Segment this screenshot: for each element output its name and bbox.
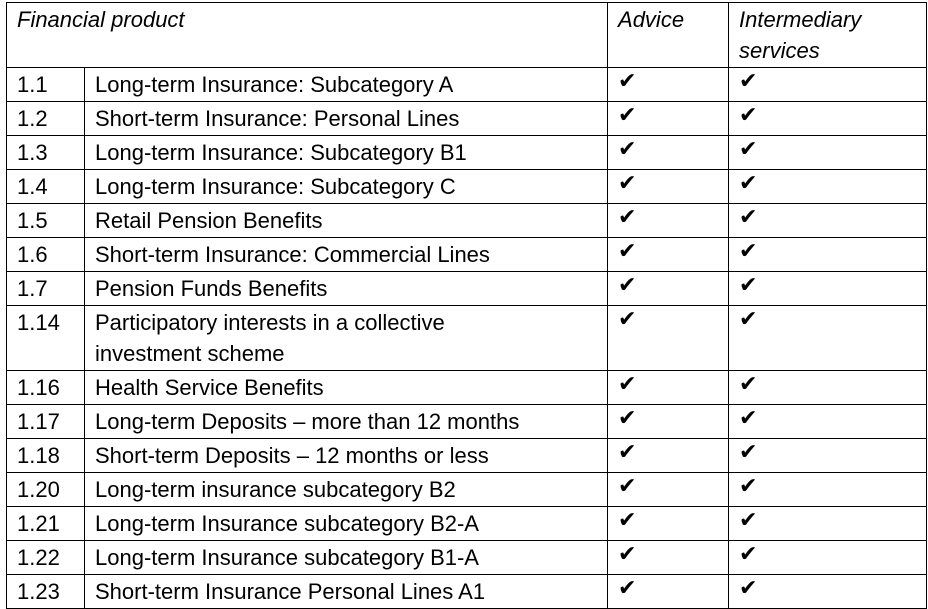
product-code: 1.23 (7, 575, 85, 609)
table-row (7, 473, 927, 507)
intermediary-cell (729, 306, 927, 371)
table-row (7, 405, 927, 439)
table-row (7, 575, 927, 609)
table-row (7, 371, 927, 405)
advice-cell (608, 405, 729, 439)
checkmark-icon: ✔ (618, 508, 637, 533)
checkmark-icon: ✔ (618, 406, 637, 431)
product-name: Long-term Insurance: Subcategory C (85, 170, 608, 204)
intermediary-cell (729, 204, 927, 238)
product-code: 1.14 (7, 306, 85, 371)
product-name: Short-term Insurance: Personal Lines (85, 102, 608, 136)
checkmark-icon: ✔ (618, 239, 637, 264)
header-intermediary-line1: Intermediary (739, 7, 862, 32)
financial-products-table (6, 2, 927, 609)
advice-cell (608, 204, 729, 238)
product-name: Long-term Deposits – more than 12 months (85, 405, 608, 439)
advice-cell (608, 371, 729, 405)
header-intermediary-services (729, 3, 927, 68)
advice-cell (608, 439, 729, 473)
checkmark-icon: ✔ (618, 440, 637, 465)
checkmark-icon: ✔ (618, 372, 637, 397)
table-row (7, 541, 927, 575)
checkmark-icon: ✔ (618, 576, 637, 601)
product-name: Health Service Benefits (85, 371, 608, 405)
intermediary-cell (729, 238, 927, 272)
intermediary-cell (729, 405, 927, 439)
product-code: 1.7 (7, 272, 85, 306)
checkmark-icon: ✔ (739, 171, 758, 196)
checkmark-icon: ✔ (739, 440, 758, 465)
table-row (7, 204, 927, 238)
table-row (7, 238, 927, 272)
advice-cell (608, 170, 729, 204)
advice-cell (608, 306, 729, 371)
checkmark-icon: ✔ (739, 406, 758, 431)
header-financial-product: Financial product (7, 3, 608, 68)
advice-cell (608, 238, 729, 272)
product-code: 1.1 (7, 68, 85, 102)
product-name: Pension Funds Benefits (85, 272, 608, 306)
product-code: 1.20 (7, 473, 85, 507)
checkmark-icon: ✔ (618, 542, 637, 567)
product-code: 1.2 (7, 102, 85, 136)
checkmark-icon: ✔ (618, 273, 637, 298)
intermediary-cell (729, 439, 927, 473)
checkmark-icon: ✔ (739, 103, 758, 128)
product-name: Retail Pension Benefits (85, 204, 608, 238)
checkmark-icon: ✔ (739, 372, 758, 397)
intermediary-cell (729, 170, 927, 204)
table-row (7, 272, 927, 306)
table-row (7, 439, 927, 473)
product-code: 1.6 (7, 238, 85, 272)
product-name: Short-term Insurance Personal Lines A1 (85, 575, 608, 609)
product-code: 1.21 (7, 507, 85, 541)
header-advice: Advice (608, 3, 729, 68)
table-row (7, 68, 927, 102)
table-row (7, 136, 927, 170)
intermediary-cell (729, 541, 927, 575)
product-name: Long-term Insurance: Subcategory A (85, 68, 608, 102)
checkmark-icon: ✔ (618, 474, 637, 499)
checkmark-icon: ✔ (618, 205, 637, 230)
intermediary-cell (729, 102, 927, 136)
intermediary-cell (729, 136, 927, 170)
advice-cell (608, 102, 729, 136)
product-name: Long-term insurance subcategory B2 (85, 473, 608, 507)
product-name: Short-term Insurance: Commercial Lines (85, 238, 608, 272)
product-code: 1.18 (7, 439, 85, 473)
header-intermediary-line2: services (739, 38, 820, 63)
intermediary-cell (729, 507, 927, 541)
checkmark-icon: ✔ (739, 205, 758, 230)
checkmark-icon: ✔ (618, 171, 637, 196)
advice-cell (608, 272, 729, 306)
table-row (7, 170, 927, 204)
advice-cell (608, 136, 729, 170)
table-row (7, 102, 927, 136)
product-code: 1.16 (7, 371, 85, 405)
checkmark-icon: ✔ (739, 273, 758, 298)
intermediary-cell (729, 272, 927, 306)
table-row (7, 306, 927, 371)
product-code: 1.22 (7, 541, 85, 575)
checkmark-icon: ✔ (618, 103, 637, 128)
product-name: Long-term Insurance subcategory B2-A (85, 507, 608, 541)
checkmark-icon: ✔ (739, 239, 758, 264)
product-name: Long-term Insurance: Subcategory B1 (85, 136, 608, 170)
intermediary-cell (729, 473, 927, 507)
intermediary-cell (729, 68, 927, 102)
advice-cell (608, 575, 729, 609)
intermediary-cell (729, 575, 927, 609)
checkmark-icon: ✔ (739, 474, 758, 499)
advice-cell (608, 541, 729, 575)
checkmark-icon: ✔ (618, 307, 637, 332)
checkmark-icon: ✔ (739, 307, 758, 332)
product-name: Participatory interests in a collective investment scheme (85, 306, 608, 371)
table-header-row (7, 3, 927, 68)
product-name: Long-term Insurance subcategory B1-A (85, 541, 608, 575)
product-name: Short-term Deposits – 12 months or less (85, 439, 608, 473)
product-code: 1.17 (7, 405, 85, 439)
checkmark-icon: ✔ (618, 137, 637, 162)
intermediary-cell (729, 371, 927, 405)
product-code: 1.4 (7, 170, 85, 204)
checkmark-icon: ✔ (739, 508, 758, 533)
advice-cell (608, 68, 729, 102)
checkmark-icon: ✔ (739, 69, 758, 94)
table-row (7, 507, 927, 541)
advice-cell (608, 507, 729, 541)
product-code: 1.3 (7, 136, 85, 170)
checkmark-icon: ✔ (739, 542, 758, 567)
checkmark-icon: ✔ (739, 137, 758, 162)
product-code: 1.5 (7, 204, 85, 238)
advice-cell (608, 473, 729, 507)
checkmark-icon: ✔ (739, 576, 758, 601)
checkmark-icon: ✔ (618, 69, 637, 94)
